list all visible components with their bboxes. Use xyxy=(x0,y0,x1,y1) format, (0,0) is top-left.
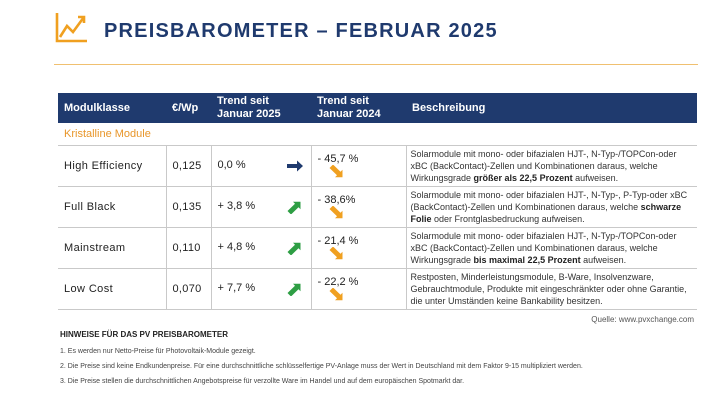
trend-2024-value: - 22,2 % xyxy=(317,275,359,288)
header-trend-2024: Trend seit Januar 2024 xyxy=(311,93,406,123)
section-row xyxy=(58,123,697,145)
description-text: Restposten, Minderleistungsmodule, B-Ware, Insolvenzware, Gebrauchtmodule, Produkte mit eingeschränkter oder ohne Garantie, die unter Umständen keine Bankability besitzen. xyxy=(410,271,687,306)
source-note: Quelle: www.pvxchange.com xyxy=(591,315,694,324)
arrow-up-right-icon xyxy=(286,282,304,296)
description-cell xyxy=(406,227,697,268)
trend-2024-cell xyxy=(311,227,406,268)
trend-2024-cell xyxy=(311,186,406,227)
trend-2025-cell xyxy=(211,186,311,227)
description-text-end: oder Frontglasbedruckung aufweisen. xyxy=(431,213,585,224)
chart-logo-icon xyxy=(54,11,90,45)
trend-2025-value: + 4,8 % xyxy=(217,241,256,254)
description-highlight: größer als 22,5 Prozent xyxy=(473,172,573,183)
arrow-up-right-icon xyxy=(286,200,304,214)
trend-2025-cell xyxy=(211,145,311,186)
page-title: PREISBAROMETER – FEBRUAR 2025 xyxy=(104,20,498,42)
header-trend-2025: Trend seit Januar 2025 xyxy=(211,93,311,123)
description-cell xyxy=(406,268,697,309)
description-cell xyxy=(406,145,697,186)
arrow-down-right-icon xyxy=(328,206,346,220)
module-class-cell: Low Cost xyxy=(58,268,166,309)
header-price: €/Wp xyxy=(166,93,211,123)
note-item: 1. Es werden nur Netto-Preise für Photovoltaik-Module gezeigt. xyxy=(60,348,256,355)
price-cell: 0,110 xyxy=(166,227,211,268)
trend-2025-cell xyxy=(211,227,311,268)
description-text-end: aufweisen. xyxy=(580,254,627,265)
description-cell xyxy=(406,186,697,227)
description-text: Solarmodule mit mono- oder bifazialen HJT-, N-Typ-, P-Typ-oder xBC (BackContact)-Zellen und Kombinationen daraus, welche xyxy=(410,189,688,212)
price-table xyxy=(58,93,697,310)
trend-2025-cell xyxy=(211,268,311,309)
price-cell: 0,125 xyxy=(166,145,211,186)
trend-2024-value: - 21,4 % xyxy=(317,234,359,247)
trend-2025-value: 0,0 % xyxy=(217,159,246,172)
table-header-row xyxy=(58,93,697,123)
arrow-right-icon xyxy=(286,159,304,173)
description-text: Solarmodule mit mono- oder bifazialen HJT-, N-Typ-/TOPCon-oder xBC (BackContact)-Zellen und Kombinationen daraus, welche Wirkungsgrade xyxy=(410,148,677,183)
table-row xyxy=(58,227,697,268)
trend-2025-value: + 3,8 % xyxy=(217,200,256,213)
arrow-down-right-icon xyxy=(328,247,346,261)
note-item: 3. Die Preise stellen die durchschnittlichen Angebotspreise für verzollte Ware im Handel und auf dem europäischen Spotmarkt dar. xyxy=(60,378,465,385)
description-highlight: schwarze Folie xyxy=(410,201,682,224)
title-divider xyxy=(54,64,698,65)
table-row xyxy=(58,145,697,186)
description-text: Solarmodule mit mono- oder bifazialen HJT-, N-Typ-/TOPCon-oder xBC (BackContact)-Zellen und Kombinationen daraus, welche Wirkungsgrade xyxy=(410,230,677,265)
section-label: Kristalline Module xyxy=(58,123,697,145)
module-class-cell: High Efficiency xyxy=(58,145,166,186)
table-row xyxy=(58,268,697,309)
price-cell: 0,070 xyxy=(166,268,211,309)
description-highlight: bis maximal 22,5 Prozent xyxy=(473,254,581,265)
header-modulklasse: Modulklasse xyxy=(58,93,166,123)
trend-2024-value: - 45,7 % xyxy=(317,152,359,165)
header-description: Beschreibung xyxy=(406,93,697,123)
module-class-cell: Full Black xyxy=(58,186,166,227)
arrow-down-right-icon xyxy=(328,165,346,179)
table-row xyxy=(58,186,697,227)
module-class-cell: Mainstream xyxy=(58,227,166,268)
trend-2024-cell xyxy=(311,268,406,309)
description-text-end: aufweisen. xyxy=(572,172,619,183)
trend-2024-value: - 38,6% xyxy=(317,193,356,206)
trend-2024-cell xyxy=(311,145,406,186)
arrow-up-right-icon xyxy=(286,241,304,255)
notes-heading: HINWEISE FÜR DAS PV PREISBAROMETER xyxy=(60,330,229,339)
note-item: 2. Die Preise sind keine Endkundenpreise. Für eine durchschnittliche schlüsselfertige PV-Anlage muss der Wert in Deutschland mit dem Faktor 9-15 multipliziert werden. xyxy=(60,363,583,370)
arrow-down-right-icon xyxy=(328,288,346,302)
price-cell: 0,135 xyxy=(166,186,211,227)
trend-2025-value: + 7,7 % xyxy=(217,282,256,295)
